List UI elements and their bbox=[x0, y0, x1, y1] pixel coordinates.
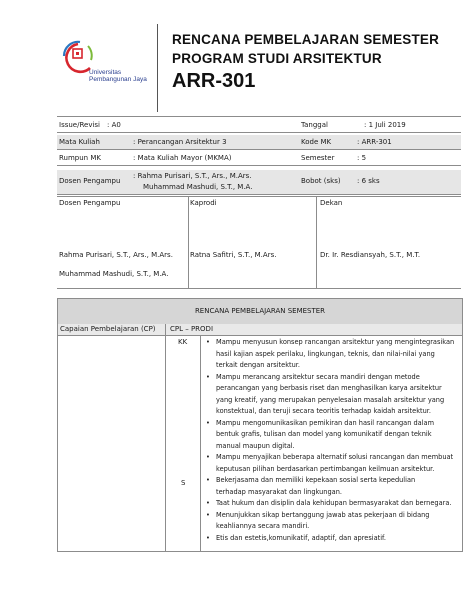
kk-label: KK bbox=[178, 338, 188, 346]
kaprodi-heading: Kaprodi bbox=[190, 199, 217, 207]
bullet-icon: • bbox=[206, 476, 210, 484]
info-row-group bbox=[57, 151, 461, 166]
logo-university-line-2: Pembangunan Jaya bbox=[89, 76, 147, 83]
title-line-2: PROGRAM STUDI ARSITEKTUR bbox=[172, 51, 382, 66]
s-outcome-line: Taat hukum dan disiplin dala kehidupan bermasyarakat dan bernegara. bbox=[216, 499, 452, 507]
column-divider-1 bbox=[165, 324, 166, 551]
kk-outcome-line: keputusan pilihan berdasarkan pertimbangan keilmuan arsitektur. bbox=[216, 464, 435, 473]
outcome-list bbox=[206, 337, 456, 544]
kk-outcome-line: terkait dengan arsitektur. bbox=[216, 361, 300, 369]
kk-outcome-line: perancangan yang berbasis riset dan menghasilkan karya arsitektur bbox=[216, 384, 442, 392]
semester-value: : 5 bbox=[357, 154, 367, 162]
code-value: : ARR-301 bbox=[357, 138, 392, 146]
issue-value: : A0 bbox=[107, 121, 121, 129]
kk-outcome-line: Mampu mengomunikasikan pemikiran dan hasil rancangan dalam bbox=[216, 418, 435, 427]
lecturer-value-1: : Rahma Purisari, S.T., Ars., M.Ars. bbox=[133, 172, 252, 180]
header-divider bbox=[157, 24, 158, 112]
code-label: Kode MK bbox=[301, 138, 332, 146]
dean-heading: Dekan bbox=[320, 199, 343, 207]
signature-divider-1 bbox=[188, 197, 189, 288]
kk-outcome-line: Mampu menyusun konsep rancangan arsitektur yang mengintegrasikan bbox=[216, 338, 455, 346]
learning-outcomes-table bbox=[57, 298, 463, 552]
course-value: : Perancangan Arsitektur 3 bbox=[133, 138, 227, 146]
lecturer-value-2: Muhammad Mashudi, S.T., M.A. bbox=[143, 183, 253, 191]
bullet-icon: • bbox=[206, 453, 210, 461]
kk-outcome-item bbox=[206, 372, 456, 418]
course-code-heading: ARR-301 bbox=[172, 70, 256, 92]
date-value: : 1 Juli 2019 bbox=[364, 121, 406, 129]
kaprodi-name: Ratna Safitri, S.T., M.Ars. bbox=[190, 251, 277, 259]
lecturer-label: Dosen Pengampu bbox=[59, 177, 121, 185]
kk-outcome-item bbox=[206, 337, 456, 372]
document-title bbox=[172, 30, 462, 68]
info-row-lecturer bbox=[57, 170, 461, 195]
logo-green-arc-icon bbox=[88, 46, 92, 60]
dean-name: Dr. Ir. Resdiansyah, S.T., M.T. bbox=[320, 251, 421, 259]
kk-outcome-line: Mampu merancang arsitektur secara mandiri dengan metode bbox=[216, 372, 420, 381]
s-outcome-item bbox=[206, 475, 456, 498]
lecturer-name-2: Muhammad Mashudi, S.T., M.A. bbox=[59, 270, 169, 278]
logo-university-line-1: Universitas bbox=[89, 69, 122, 76]
university-logo bbox=[60, 38, 150, 86]
signature-table bbox=[57, 196, 461, 289]
group-label: Rumpun MK bbox=[59, 154, 101, 162]
bullet-icon: • bbox=[206, 533, 210, 542]
kk-outcome-line: yang kreatif, yang merupakan penyelesaian masalah arsitektur yang bbox=[216, 395, 445, 404]
cpl-label: CPL – PRODI bbox=[170, 325, 214, 333]
bullet-icon: • bbox=[206, 372, 210, 381]
s-outcome-line: terhadap masyarakat dan lingkungan. bbox=[216, 487, 342, 496]
date-label: Tanggal bbox=[301, 121, 328, 129]
kk-outcome-line: Mampu menyajikan beberapa alternatif solusi rancangan dan membuat bbox=[216, 453, 454, 461]
s-outcome-item bbox=[206, 498, 456, 510]
bullet-icon: • bbox=[206, 510, 210, 519]
s-outcome-line: Etis dan estetis,komunikatif, adaptif, dan apresiatif. bbox=[216, 533, 386, 542]
bullet-icon: • bbox=[206, 338, 210, 346]
signature-divider-2 bbox=[316, 197, 317, 288]
info-row-course bbox=[57, 135, 461, 150]
s-outcome-item bbox=[206, 533, 456, 545]
title-line-1: RENCANA PEMBELAJARAN SEMESTER bbox=[172, 32, 440, 47]
s-outcome-line: Menunjukkan sikap bertanggung jawab atas pekerjaan di bidang bbox=[216, 510, 430, 519]
group-value: : Mata Kuliah Mayor (MKMA) bbox=[133, 154, 232, 162]
s-label: S bbox=[181, 479, 186, 487]
lecturer-name-1: Rahma Purisari, S.T., Ars., M.Ars. bbox=[59, 251, 173, 259]
kk-outcome-item bbox=[206, 418, 456, 453]
credit-label: Bobot (sks) bbox=[301, 177, 341, 185]
bullet-icon: • bbox=[206, 499, 210, 507]
s-outcome-line: Bekerjasama dan memiliki kepekaan sosial serta kepedulian bbox=[216, 476, 416, 484]
bullet-icon: • bbox=[206, 418, 210, 427]
course-label: Mata Kuliah bbox=[59, 138, 100, 146]
kk-outcome-item bbox=[206, 452, 456, 475]
section-heading: RENCANA PEMBELAJARAN SEMESTER bbox=[58, 299, 462, 325]
column-divider-2 bbox=[200, 335, 201, 551]
s-outcome-line: keahliannya secara mandiri. bbox=[216, 522, 310, 530]
kk-outcome-line: bentuk grafis, tulisan dan model yang komunikatif dengan teknik bbox=[216, 430, 432, 438]
cp-row bbox=[58, 324, 462, 336]
credit-value: : 6 sks bbox=[357, 177, 380, 185]
lecturer-heading: Dosen Pengampu bbox=[59, 199, 121, 207]
info-row-issue bbox=[57, 116, 461, 133]
kk-outcome-line: hasil kajian aspek perilaku, lingkungan, teknis, dan nilai-nilai yang bbox=[216, 349, 435, 358]
cp-label: Capaian Pembelajaran (CP) bbox=[60, 325, 156, 333]
semester-label: Semester bbox=[301, 154, 335, 162]
kk-outcome-line: manual maupun digital. bbox=[216, 441, 295, 450]
s-outcome-item bbox=[206, 510, 456, 533]
issue-label: Issue/Revisi bbox=[59, 121, 100, 129]
kk-outcome-line: konstektual, dan teruji secara teoritis terhadap kaidah arsitektur. bbox=[216, 407, 431, 415]
